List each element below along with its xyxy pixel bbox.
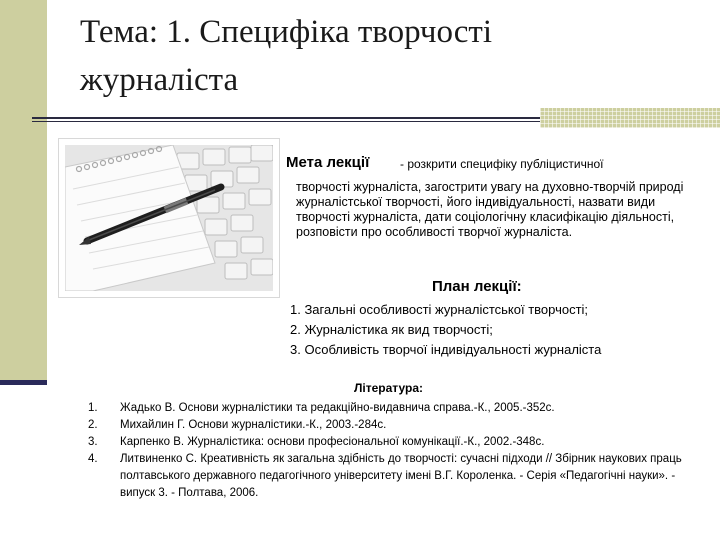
literature-item-number: 4. bbox=[88, 453, 98, 465]
literature-item-number: 2. bbox=[88, 419, 98, 431]
literature-item bbox=[88, 434, 688, 451]
lecture-plan-list bbox=[290, 300, 601, 360]
lecture-plan-heading: План лекції: bbox=[432, 278, 522, 295]
sidebar-bottom-bar bbox=[0, 380, 47, 385]
lecture-goal-body: творчості журналіста, загострити увагу на духовно-творчій природі журналістської творчості, його індивідуальності, назвати види творчості журналіста, дати соціологічну класифікацію діяльності, розповісти про особливості творчої журналіста. bbox=[296, 180, 684, 239]
literature-item-text: Карпенко В. Журналістика: основи професіональної комунікації.-К., 2002.-348с. bbox=[120, 436, 545, 448]
literature-heading: Література: bbox=[354, 381, 423, 395]
literature-item bbox=[88, 400, 688, 417]
decorative-pattern bbox=[540, 108, 720, 128]
literature-item-text: Михайлин Г. Основи журналістики.-К., 2003.-284с. bbox=[120, 419, 387, 431]
plan-item: 2. Журналістика як вид творчості; bbox=[290, 322, 493, 337]
plan-item: 3. Особливість творчої індивідуальності журналіста bbox=[290, 342, 602, 357]
plan-item: 1. Загальні особливості журналістської творчості; bbox=[290, 302, 589, 317]
literature-item-number: 3. bbox=[88, 436, 98, 448]
lecture-goal-lead: - розкрити специфіку публіцистичної bbox=[400, 157, 604, 171]
photo-frame bbox=[58, 138, 280, 298]
lecture-goal-heading: Мета лекції bbox=[286, 154, 370, 171]
notepad-photo bbox=[65, 145, 273, 291]
literature-item bbox=[88, 417, 688, 434]
literature-item-text: Литвиненко С. Креативність як загальна здібність до творчості: сучасні підходи // Збірник наукових праць полтавського державного педагогічного університету імені В.Г. Короленка. - Серія «Педагогічні науки». - випуск 3. - Полтава, 2006. bbox=[120, 453, 682, 499]
sidebar-band bbox=[0, 0, 47, 380]
literature-item-text: Жадько В. Основи журналістики та редакційно-видавнича справа.-К., 2005.-352с. bbox=[120, 402, 555, 414]
literature-item bbox=[88, 451, 688, 502]
literature-list bbox=[88, 400, 688, 502]
literature-item-number: 1. bbox=[88, 402, 98, 414]
slide-title: Тема: 1. Специфіка творчості журналіста bbox=[80, 14, 493, 98]
